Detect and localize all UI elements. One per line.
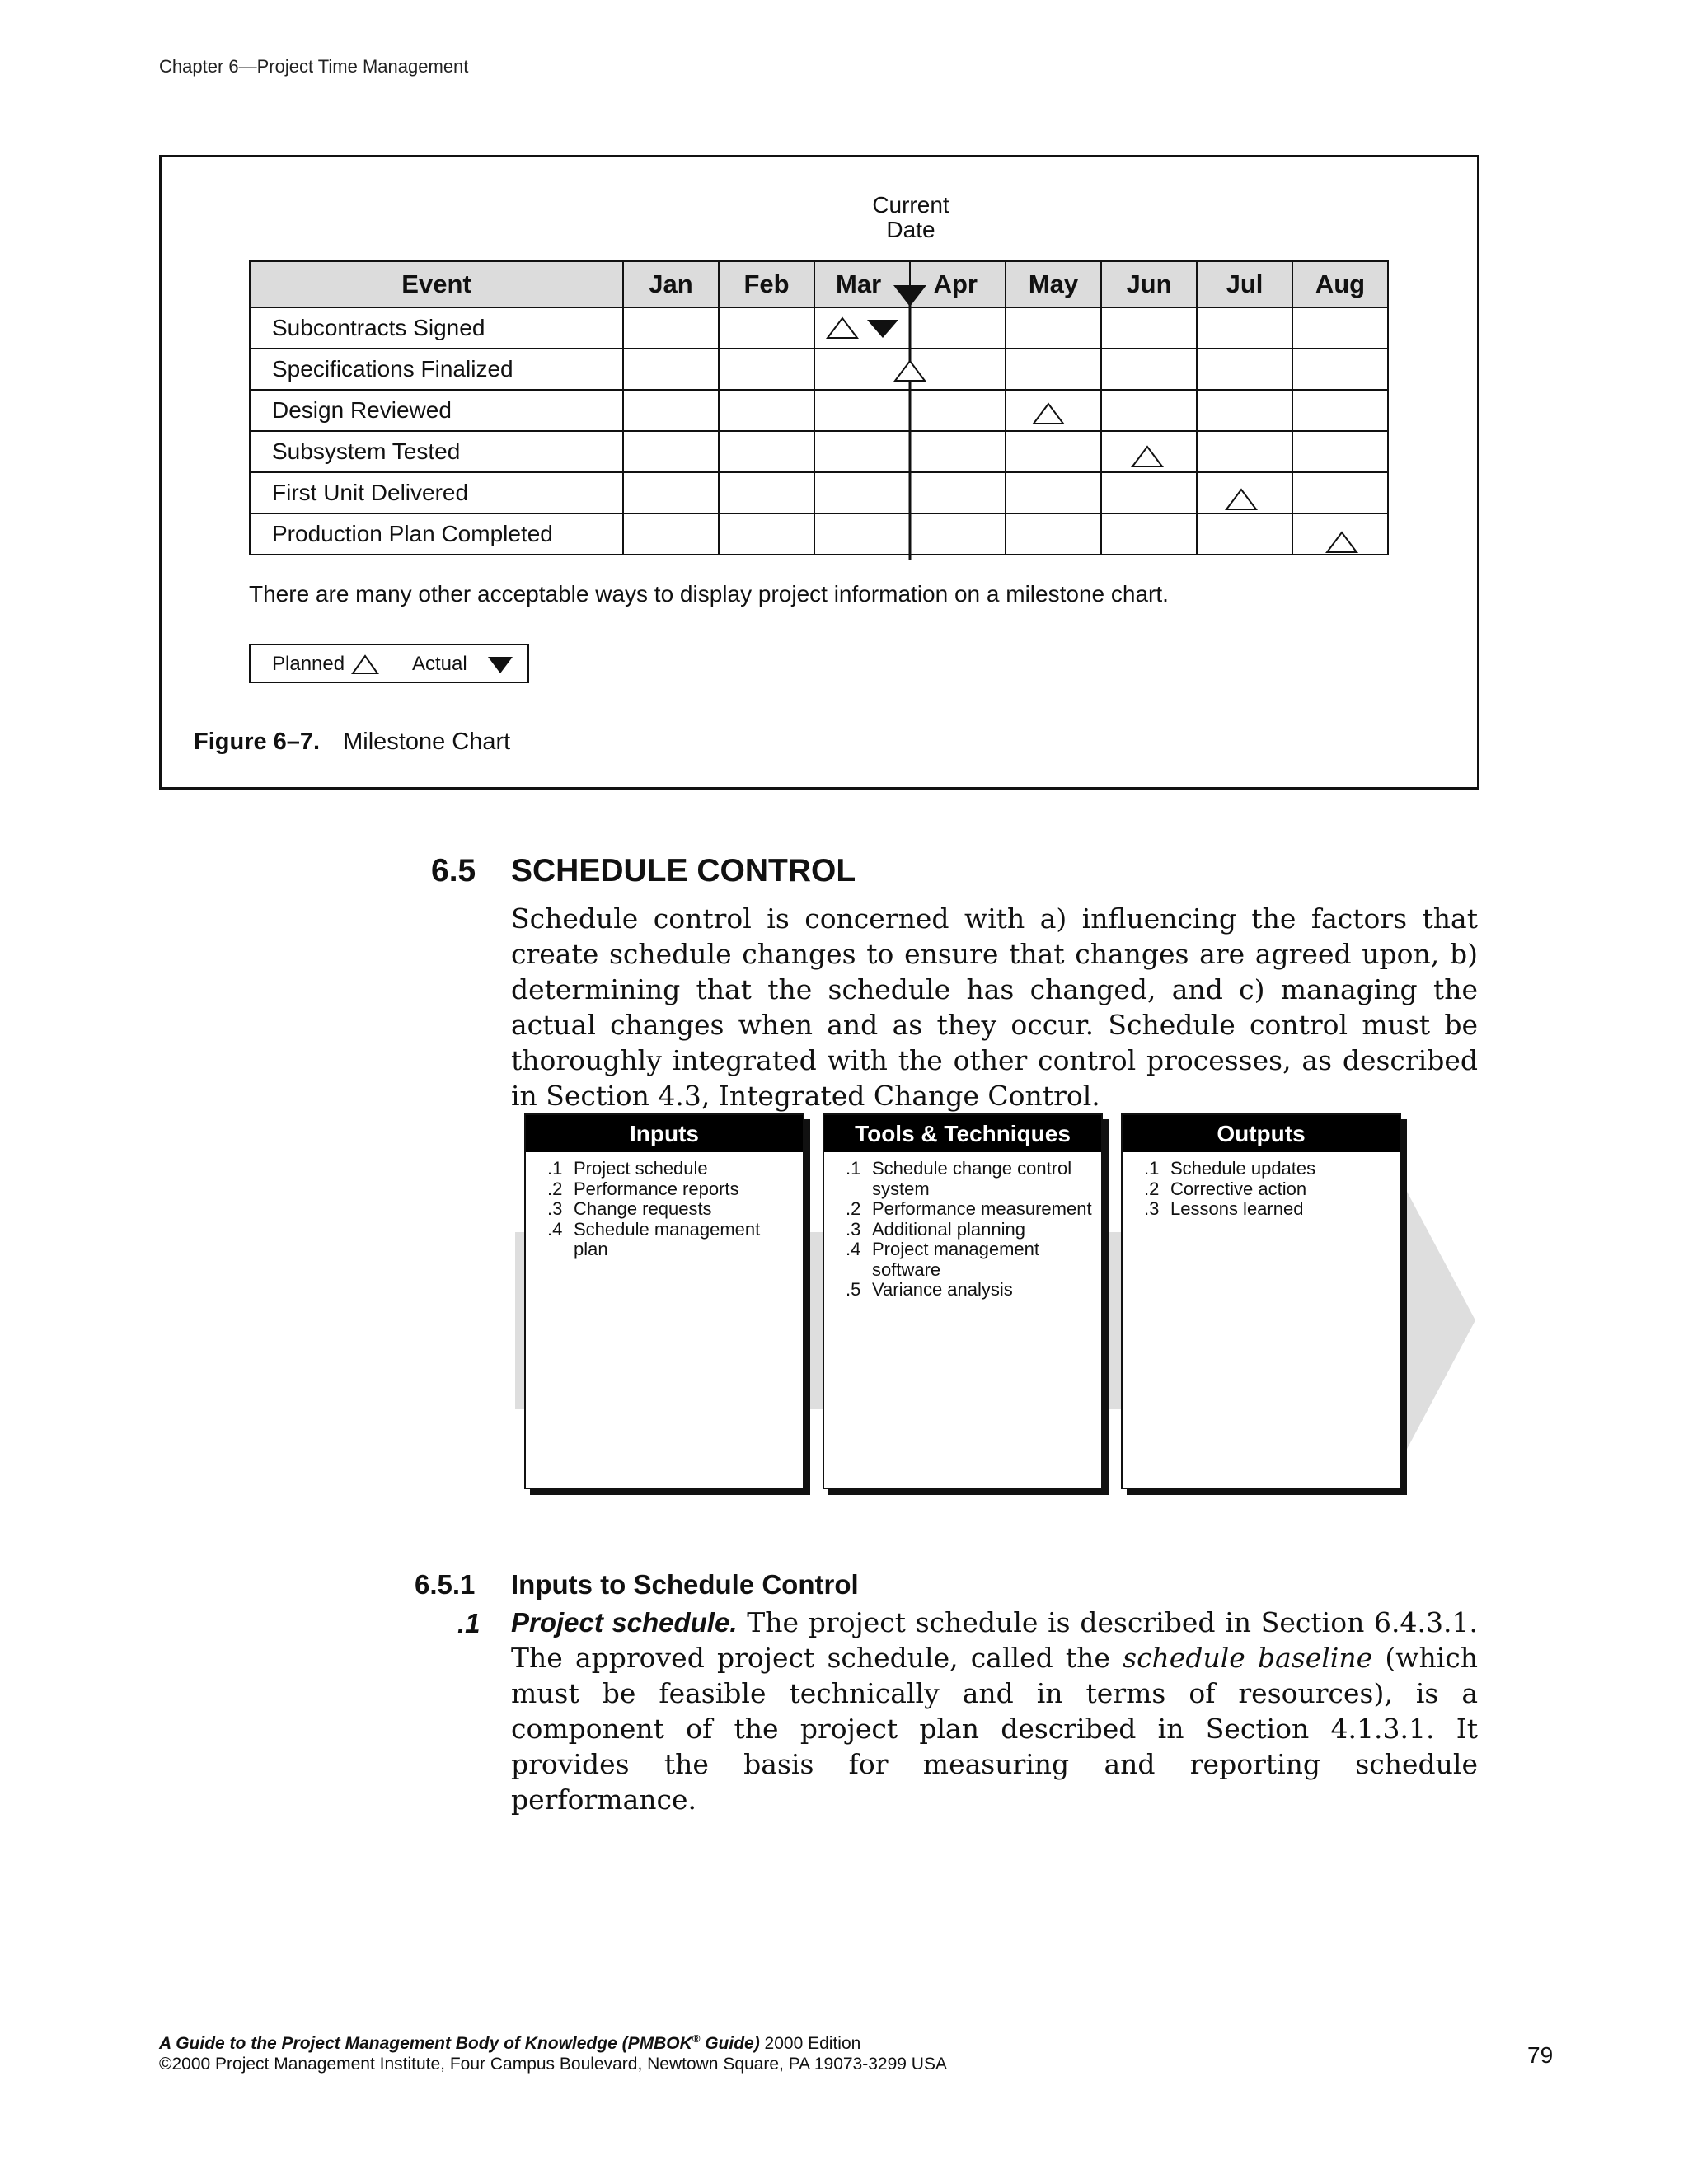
section-paragraph: Schedule control is concerned with a) influencing the factors that create schedule changes to ensure that changes are agreed upon, b) determining that the schedule has changed, and c) managing the actual changes when and as they occur. Schedule control must be thoroughly integrated with the other control processes, as described in Section 4.3, Integrated Change Control. <box>511 902 1478 1112</box>
item-paragraph: Project schedule. The project schedule is described in Section 6.4.3.1. The approved project schedule, called the schedule baseline (which must be feasible technically and in terms of resources), is a component of the project plan described in Section 4.1.3.1. It provides the basis for measuring and reporting schedule performance. <box>511 1606 1478 1816</box>
list-item: .5 Variance analysis <box>846 1279 1013 1300</box>
event-name: Design Reviewed <box>250 390 623 431</box>
current-date-text: Current Date <box>872 192 950 242</box>
subsection-title: Inputs to Schedule Control <box>511 1569 859 1600</box>
event-name: Subcontracts Signed <box>250 307 623 349</box>
footer-copyright: ©2000 Project Management Institute, Four Campus Boulevard, Newtown Square, PA 19073-3299 USA <box>159 2055 947 2074</box>
month-header-apr: Apr <box>910 261 1006 307</box>
chart-note: There are many other acceptable ways to display project information on a milestone chart. <box>249 581 1169 607</box>
list-item: .4 Project management software <box>846 1239 1039 1280</box>
footer-book-line: A Guide to the Project Management Body of Knowledge (PMBOK® Guide) 2000 Edition <box>159 2032 861 2053</box>
list-item: .2 Performance reports <box>547 1178 739 1199</box>
list-item: .4 Schedule management plan <box>547 1218 761 1259</box>
subsection-number: 6.5.1 <box>415 1569 476 1600</box>
outputs-title: Outputs <box>1123 1115 1400 1152</box>
tools-list <box>824 1152 1101 1301</box>
month-header-aug: Aug <box>1292 261 1388 307</box>
outputs-list <box>1123 1152 1400 1220</box>
event-name: First Unit Delivered <box>250 472 623 513</box>
list-item: .3 Lessons learned <box>1144 1198 1304 1219</box>
tools-box <box>823 1113 1103 1489</box>
inputs-box <box>524 1113 804 1489</box>
month-header-mar: Mar <box>814 261 910 307</box>
inputs-title: Inputs <box>526 1115 803 1152</box>
legend-actual-label: Actual <box>412 653 467 675</box>
event-name: Subsystem Tested <box>250 431 623 472</box>
list-item: .1 Project schedule <box>547 1158 708 1179</box>
page-number: 79 <box>1527 2042 1554 2068</box>
outputs-box <box>1121 1113 1401 1489</box>
list-item: .3 Additional planning <box>846 1218 1025 1240</box>
item-lead: Project schedule. <box>511 1607 738 1638</box>
list-item: .2 Corrective action <box>1144 1178 1307 1199</box>
list-item: .2 Performance measurement <box>846 1198 1092 1219</box>
list-item: .1 Schedule updates <box>1144 1158 1316 1179</box>
list-item: .1 Schedule change control system <box>846 1158 1072 1199</box>
figure-title: Milestone Chart <box>343 729 511 755</box>
month-header-jan: Jan <box>623 261 719 307</box>
item-term: schedule baseline <box>1123 1642 1373 1674</box>
month-header-may: May <box>1006 261 1101 307</box>
month-header-feb: Feb <box>719 261 814 307</box>
event-column-header: Event <box>250 261 623 307</box>
inputs-list <box>526 1152 803 1260</box>
event-name: Production Plan Completed <box>250 513 623 555</box>
list-item: .3 Change requests <box>547 1198 712 1219</box>
figure-number: Figure 6–7. <box>194 729 321 755</box>
tools-title: Tools & Techniques <box>824 1115 1101 1152</box>
month-header-jun: Jun <box>1101 261 1197 307</box>
month-header-jul: Jul <box>1197 261 1292 307</box>
item-number: .1 <box>457 1608 481 1638</box>
running-head: Chapter 6—Project Time Management <box>159 56 469 77</box>
event-name: Specifications Finalized <box>250 349 623 390</box>
legend-planned-label: Planned <box>272 653 345 675</box>
section-number: 6.5 <box>431 853 476 888</box>
section-title: SCHEDULE CONTROL <box>511 853 856 888</box>
